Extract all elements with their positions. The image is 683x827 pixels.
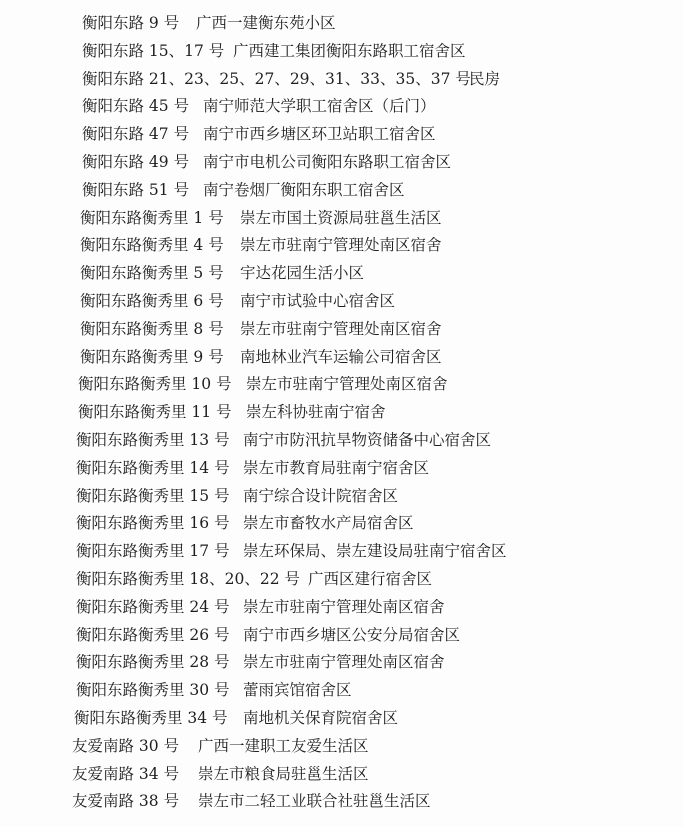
list-item — [0, 93, 683, 121]
address-text: 衡阳东路 21、23、25、27、29、31、33、35、37 号 — [82, 69, 471, 88]
address-text: 衡阳东路衡秀里 17 号 — [76, 542, 230, 561]
community-text: 崇左环保局、崇左建设局驻南宁宿舍区 — [243, 542, 507, 561]
address-text: 衡阳东路衡秀里 14 号 — [76, 458, 230, 477]
address-text: 衡阳东路衡秀里 10 号 — [78, 375, 232, 394]
community-text: 广西一建衡东苑小区 — [196, 14, 336, 32]
list-item — [0, 288, 683, 316]
list-item — [0, 566, 683, 594]
community-text: 崇左科协驻南宁宿舍 — [246, 403, 386, 422]
community-text: 南宁市防汛抗旱物资储备中心宿舍区 — [243, 430, 492, 449]
community-text: 广西区建行宿舍区 — [308, 569, 433, 588]
community-text: 广西一建职工友爱生活区 — [198, 736, 369, 755]
community-text: 崇左市二轻工业联合社驻邕生活区 — [198, 792, 431, 811]
list-item — [0, 177, 683, 205]
list-item — [0, 232, 683, 260]
address-text: 友爱南路 30 号 — [72, 736, 180, 755]
list-item — [0, 344, 683, 372]
community-text: 南宁综合设计院宿舍区 — [243, 486, 399, 505]
community-text: 南宁卷烟厂衡阳东职工宿舍区 — [203, 180, 405, 199]
community-text: 南地机关保育院宿舍区 — [243, 708, 399, 727]
list-item — [0, 427, 683, 455]
list-item — [0, 622, 683, 650]
address-text: 衡阳东路 45 号 — [82, 97, 190, 116]
community-text: 崇左市驻南宁管理处南区宿舍 — [243, 597, 445, 616]
address-text: 衡阳东路衡秀里 4 号 — [80, 236, 224, 255]
address-text: 衡阳东路衡秀里 26 号 — [76, 625, 230, 644]
community-text: 南地林业汽车运输公司宿舍区 — [240, 347, 442, 366]
community-text: 崇左市驻南宁管理处南区宿舍 — [240, 236, 442, 255]
community-text: 崇左市教育局驻南宁宿舍区 — [243, 458, 430, 477]
list-item — [0, 399, 683, 427]
address-text: 衡阳东路衡秀里 28 号 — [76, 653, 230, 672]
list-item — [0, 538, 683, 566]
address-text: 友爱南路 34 号 — [72, 764, 180, 783]
address-text: 衡阳东路衡秀里 8 号 — [80, 319, 224, 338]
address-text: 衡阳东路衡秀里 34 号 — [74, 708, 228, 727]
address-text: 衡阳东路衡秀里 1 号 — [80, 208, 224, 227]
list-item — [0, 121, 683, 149]
list-item — [0, 10, 683, 38]
community-text: 广西建工集团衡阳东路职工宿舍区 — [233, 41, 466, 60]
address-text: 衡阳东路衡秀里 11 号 — [78, 403, 232, 422]
address-text: 友爱南路 38 号 — [72, 792, 180, 811]
list-item — [0, 594, 683, 622]
community-text: 宇达花园生活小区 — [240, 264, 365, 283]
list-item — [0, 205, 683, 233]
address-text: 衡阳东路衡秀里 13 号 — [76, 430, 230, 449]
address-text: 衡阳东路 51 号 — [82, 180, 190, 199]
community-text: 南宁师范大学职工宿舍区（后门） — [203, 97, 436, 116]
community-text: 南宁市西乡塘区环卫站职工宿舍区 — [203, 125, 436, 144]
community-text: 南宁市西乡塘区公安分局宿舍区 — [243, 625, 461, 644]
community-text: 南宁市电机公司衡阳东路职工宿舍区 — [203, 152, 452, 171]
list-item — [0, 705, 683, 733]
community-text: 崇左市驻南宁管理处南区宿舍 — [240, 319, 442, 338]
address-text: 衡阳东路 47 号 — [82, 125, 190, 144]
address-text: 衡阳东路衡秀里 18、20、22 号 — [76, 569, 301, 588]
community-text: 民房 — [469, 69, 501, 88]
list-item — [0, 66, 683, 94]
community-text: 崇左市驻南宁管理处南区宿舍 — [246, 375, 448, 394]
list-item — [0, 371, 683, 399]
address-text: 衡阳东路 49 号 — [82, 152, 190, 171]
list-item — [0, 677, 683, 705]
list-item — [0, 38, 683, 66]
list-item — [0, 455, 683, 483]
address-text: 衡阳东路衡秀里 9 号 — [80, 347, 224, 366]
list-item — [0, 510, 683, 538]
list-item — [0, 260, 683, 288]
address-text: 衡阳东路衡秀里 5 号 — [80, 264, 224, 283]
list-item — [0, 149, 683, 177]
list-item — [0, 733, 683, 761]
address-text: 衡阳东路衡秀里 15 号 — [76, 486, 230, 505]
address-text: 衡阳东路衡秀里 24 号 — [76, 597, 230, 616]
list-item — [0, 788, 683, 816]
community-text: 崇左市畜牧水产局宿舍区 — [243, 514, 414, 533]
address-text: 衡阳东路衡秀里 6 号 — [80, 291, 224, 310]
community-text: 崇左市驻南宁管理处南区宿舍 — [243, 653, 445, 672]
community-text: 崇左市国土资源局驻邕生活区 — [240, 208, 442, 227]
list-item — [0, 483, 683, 511]
list-item — [0, 316, 683, 344]
address-text: 衡阳东路 9 号 — [82, 14, 180, 32]
address-list — [0, 10, 683, 816]
list-item — [0, 649, 683, 677]
address-text: 衡阳东路衡秀里 16 号 — [76, 514, 230, 533]
list-item — [0, 761, 683, 789]
address-text: 衡阳东路衡秀里 30 号 — [76, 681, 230, 700]
community-text: 崇左市粮食局驻邕生活区 — [198, 764, 369, 783]
address-text: 衡阳东路 15、17 号 — [82, 41, 225, 60]
community-text: 蕾雨宾馆宿舍区 — [243, 681, 352, 700]
community-text: 南宁市试验中心宿舍区 — [240, 291, 396, 310]
